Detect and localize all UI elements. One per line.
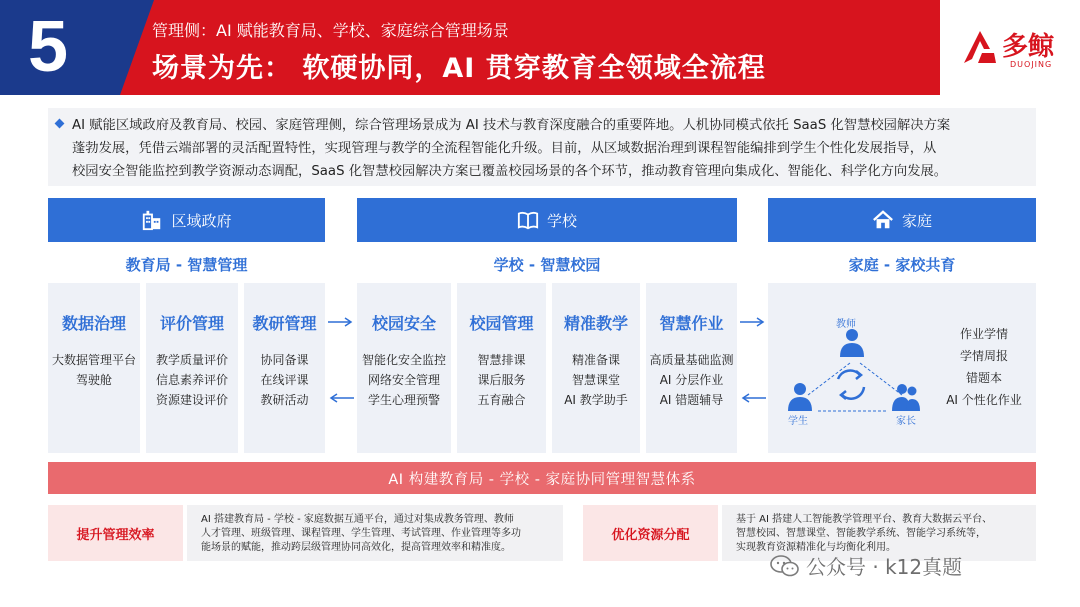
card-item: 大数据管理平台: [51, 353, 136, 367]
student-label: 学生: [788, 416, 808, 427]
card-item: 协同备课: [260, 353, 309, 367]
home-item: 错题本: [965, 371, 1002, 385]
benefit-label-resources: 优化资源分配: [583, 505, 718, 561]
home-school-panel: [768, 283, 1036, 453]
system-banner: AI 构建教育局 - 学校 - 家庭协同管理智慧体系: [48, 462, 1036, 494]
section-header-home: [768, 198, 1036, 242]
cycle-icon: [838, 371, 864, 399]
intro-line: AI 赋能区域政府及教育局、校园、家庭管理侧，综合管理场景成为 AI 技术与教育深度融合的重要阵地。人机协同模式依托 SaaS 化智慧校园解决方案: [72, 118, 951, 133]
benefit-line: 基于 AI 搭建人工智能教学管理平台、教育大数据云平台、: [736, 514, 993, 525]
card-item: 五育融合: [477, 393, 526, 407]
arrow-left-icon: [738, 392, 768, 404]
subtitle-home: 家庭 - 家校共育: [848, 256, 956, 274]
card-item: 教研活动: [260, 393, 309, 407]
card-research-management: [244, 283, 325, 453]
card-item: 驾驶舱: [75, 373, 112, 387]
teacher-icon: [840, 329, 864, 357]
home-item: 作业学情: [959, 327, 1008, 341]
header-subtitle: 管理侧：AI 赋能教育局、学校、家庭综合管理场景: [152, 21, 509, 40]
benefit-label-efficiency: 提升管理效率: [48, 505, 183, 561]
benefit-line: AI 搭建教育局 - 学校 - 家庭数据互通平台，通过对集成教务管理、教师: [201, 514, 514, 525]
header-banner: [0, 0, 1080, 95]
section-label: 学校: [546, 211, 577, 230]
parent-label: 家长: [896, 416, 916, 427]
intro-paragraph: [48, 108, 1036, 186]
watermark-text: 公众号 · k12真题: [806, 555, 963, 579]
benefit-line: 能场景的赋能，推动跨层级管理协同高效化，提高管理效率和精准度。: [201, 542, 511, 553]
student-icon: [788, 383, 812, 411]
card-item: 智慧课堂: [571, 373, 620, 387]
parent-icon: [892, 384, 920, 411]
section-number: 5: [28, 7, 69, 87]
watermark: [770, 551, 962, 580]
wechat-icon: [770, 554, 800, 578]
teacher-label: 教师: [836, 319, 856, 330]
card-title: 校园安全: [371, 314, 436, 333]
card-title: 精准教学: [563, 314, 628, 333]
logo-subtext: DUOJING: [1010, 60, 1053, 69]
benefit-line: 实现教育资源精准化与均衡化利用。: [736, 542, 896, 553]
benefit-line: 智慧校园、智慧课堂、智能教学系统、智能学习系统等，: [736, 528, 986, 539]
card-title: 教研管理: [252, 314, 317, 333]
home-item: 学情周报: [959, 349, 1008, 363]
government-building-icon: [141, 209, 163, 231]
home-icon: [872, 209, 894, 231]
benefit-text-efficiency: [187, 505, 563, 561]
arrow-left-icon: [326, 392, 356, 404]
card-item: 学生心理预警: [367, 393, 440, 407]
card-title: 评价管理: [159, 314, 224, 333]
section-label: 区域政府: [171, 211, 232, 230]
card-item: 智慧排课: [477, 353, 526, 367]
card-item: 在线评课: [260, 373, 309, 387]
arrow-right-icon: [738, 316, 768, 328]
card-item: AI 分层作业: [659, 373, 724, 387]
card-title: 智慧作业: [659, 314, 724, 333]
home-item: AI 个性化作业: [946, 393, 1022, 407]
intro-line: 校园安全智能监控到教学资源动态调配，SaaS 化智慧校园解决方案已覆盖校园场景的各个环节，推动教育管理向集成化、智能化、科学化方向发展。: [72, 164, 948, 179]
logo: [940, 0, 1080, 95]
card-item: 课后服务: [477, 373, 526, 387]
card-item: 教学质量评价: [155, 353, 228, 367]
intro-line: 蓬勃发展，凭借云端部署的灵活配置特性，实现管理与教学的全流程智能化升级。目前，从区域数据治理到课程智能编排到学生个性化发展指导，从: [72, 141, 937, 156]
logo-mark-icon: [960, 27, 1000, 67]
benefit-line: 人才管理、班级管理、课程管理、学生管理、考试管理、作业管理等多功: [201, 528, 521, 539]
arrow-right-icon: [326, 316, 356, 328]
card-campus-management: [457, 283, 546, 453]
bullet-diamond-icon: [55, 119, 65, 129]
section-header-school: [357, 198, 737, 242]
card-evaluation-management: [146, 283, 238, 453]
header-diagonal: [120, 0, 154, 95]
section-label: 家庭: [901, 211, 932, 230]
book-icon: [517, 209, 539, 231]
card-smart-homework: [646, 283, 737, 453]
card-item: 精准备课: [571, 353, 620, 367]
card-item: 资源建设评价: [155, 393, 228, 407]
subtitle-school: 学校 - 智慧校园: [493, 256, 601, 274]
card-item: AI 错题辅导: [659, 393, 724, 407]
card-precision-teaching: [552, 283, 640, 453]
card-campus-safety: [357, 283, 451, 453]
home-items-list: [938, 323, 1030, 411]
card-title: 校园管理: [469, 314, 534, 333]
card-item: AI 教学助手: [564, 393, 628, 407]
page-title: 场景为先： 软硬协同，AI 贯穿教育全领域全流程: [152, 53, 766, 84]
card-item: 高质量基础监测: [649, 353, 734, 367]
card-item: 智能化安全监控: [361, 353, 446, 367]
card-item: 信息素养评价: [155, 373, 228, 387]
subtitle-government: 教育局 - 智慧管理: [125, 256, 248, 274]
logo-text: 多鲸: [1002, 32, 1055, 62]
card-item: 网络安全管理: [367, 373, 440, 387]
section-header-government: [48, 198, 325, 242]
card-data-governance: [48, 283, 140, 453]
card-title: 数据治理: [61, 314, 126, 333]
